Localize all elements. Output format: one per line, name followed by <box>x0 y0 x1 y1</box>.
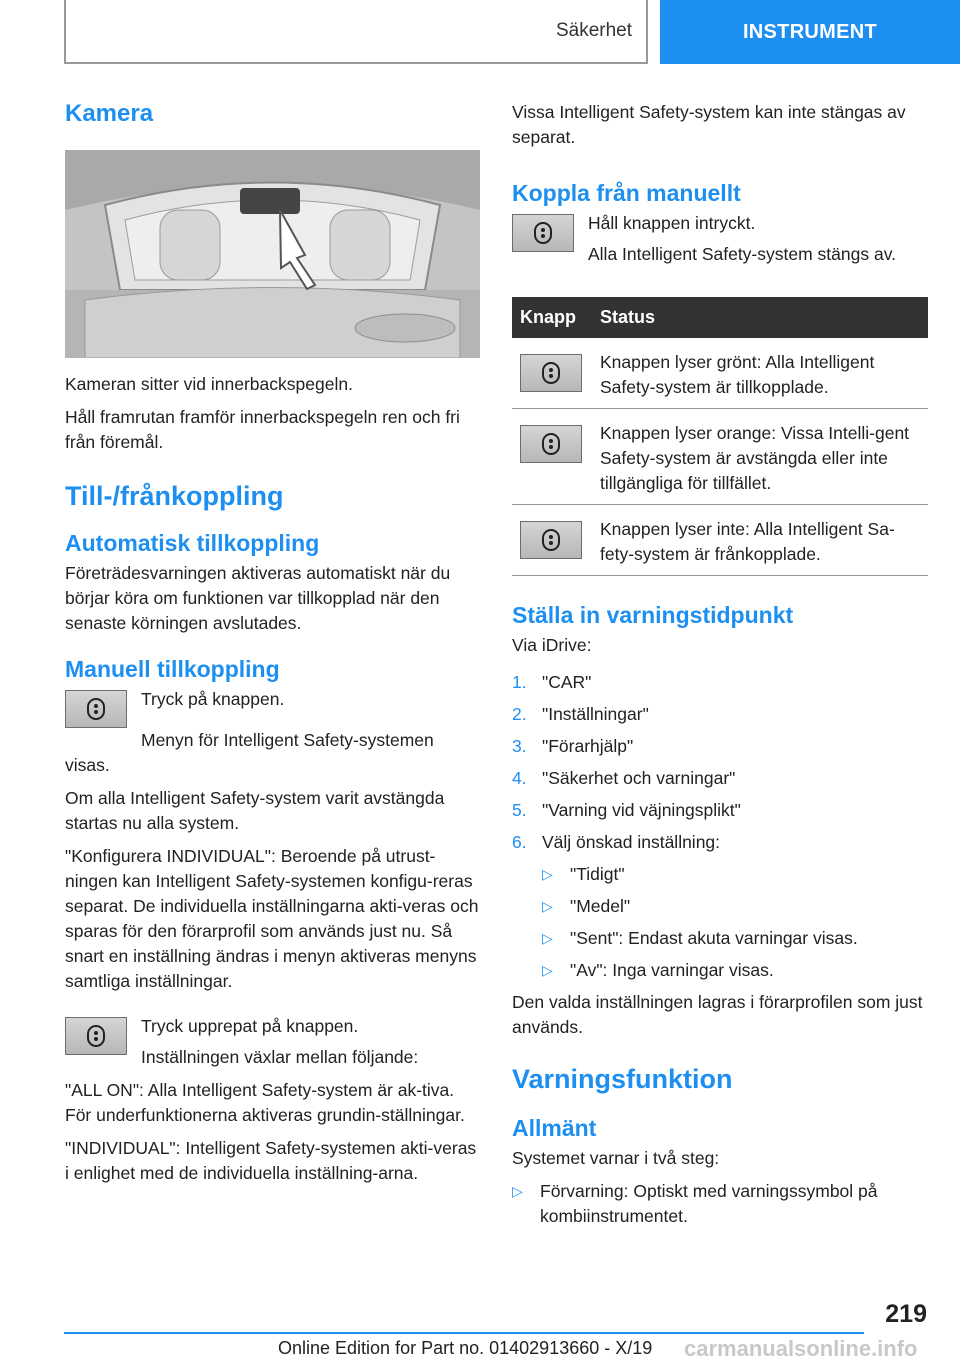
allmant-text: Systemet varnar i två steg: <box>512 1148 720 1168</box>
auto-heading: Automatisk tillkoppling <box>65 530 320 556</box>
saved-text: Den valda inställningen lagras i förarprofilen som just används. <box>512 992 923 1037</box>
col-status: Status <box>592 297 928 338</box>
left-column <box>65 100 480 1194</box>
manuell-text-3: Om alla Intelligent Safety-system varit avstängda startas nu alla system. <box>65 788 445 833</box>
manuell-text-2: Menyn för Intelligent Safety-systemen visas. <box>65 730 434 775</box>
via-text: Via iDrive: <box>512 635 592 655</box>
koppla-button-row <box>512 211 928 275</box>
koppla-text-2: Alla Intelligent Safety-system stängs av. <box>588 244 897 264</box>
list-item: ▷ "Medel" <box>542 894 928 919</box>
kamera-text-2: Håll framrutan framför innerbackspegeln ren och fri från föremål. <box>65 407 460 452</box>
status-text: Knappen lyser inte: Alla Intelligent Sa-fety-system är frånkopplade. <box>592 505 928 576</box>
intelligent-safety-button-icon <box>65 690 127 728</box>
list-item: 1. "CAR" <box>512 672 592 692</box>
triangle-bullet-icon: ▷ <box>512 1183 523 1199</box>
kamera-text-1: Kameran sitter vid innerbackspegeln. <box>65 374 353 394</box>
auto-text: Företrädesvarningen aktiveras automatiskt när du börjar köra om funktionen var tillkopplad när den senaste körningen avslutades. <box>65 563 451 633</box>
table-row <box>512 505 928 576</box>
footer-edition: Online Edition for Part no. 01402913660 - X/19 <box>278 1338 653 1358</box>
list-item: ▷ "Sent": Endast akuta varningar visas. <box>542 926 928 951</box>
allmant-heading: Allmänt <box>512 1115 597 1141</box>
warn-list <box>512 1179 928 1229</box>
intelligent-safety-button-icon <box>65 1017 127 1055</box>
triangle-bullet-icon: ▷ <box>542 962 553 978</box>
right-column <box>512 100 928 1229</box>
triangle-bullet-icon: ▷ <box>542 898 553 914</box>
intelligent-safety-button-icon <box>520 354 582 392</box>
intelligent-safety-button-icon <box>520 521 582 559</box>
manuell-text-1: Tryck på knappen. <box>141 689 285 709</box>
header-chapter <box>660 0 960 64</box>
header-section-title: Säkerhet <box>555 20 632 41</box>
list-item: 3. "Förarhjälp" <box>512 736 634 756</box>
koppla-text-1: Håll knappen intryckt. <box>588 213 756 233</box>
manuell-text-4: "Konfigurera INDIVIDUAL": Beroende på utrust-ningen kan Intelligent Safety-systemen konfigu-reras separat. De individuella inställningarna akti-veras och sparas för den förarprofil som används just nu. Så snart en inställning ändras i menyn aktiveras menyns samtliga inställningar. <box>65 846 479 991</box>
status-table <box>512 297 928 576</box>
steps-list <box>512 670 928 855</box>
car-interior-illustration <box>65 150 480 358</box>
watermark: carmanualsonline.info <box>684 1336 918 1361</box>
manuell-button-row <box>65 687 480 728</box>
table-row <box>512 409 928 505</box>
list-item: 6. Välj önskad inställning: <box>512 832 721 852</box>
status-text: Knappen lyser grönt: Alla Intelligent Safety-system är tillkopplade. <box>592 338 928 409</box>
individual-text: "INDIVIDUAL": Intelligent Safety-systemen akti-veras i enlighet med de individuella inställning-arna. <box>65 1138 477 1183</box>
list-item: ▷ Förvarning: Optiskt med varningssymbol på kombiinstrumentet. <box>512 1179 928 1229</box>
intro-text: Vissa Intelligent Safety-system kan inte stängas av separat. <box>512 102 906 147</box>
options-list <box>512 862 928 983</box>
manuell-heading: Manuell tillkoppling <box>65 656 280 682</box>
repeat-button-row <box>65 1014 480 1078</box>
list-item: 2. "Inställningar" <box>512 704 649 724</box>
status-text: Knappen lyser orange: Vissa Intelli-gent Safety-system är avstängda eller inte tillgängliga för tillfället. <box>592 409 928 505</box>
list-item: ▷ "Tidigt" <box>542 862 928 887</box>
footer-divider <box>64 1332 864 1334</box>
triangle-bullet-icon: ▷ <box>542 866 553 882</box>
allon-text: "ALL ON": Alla Intelligent Safety-system är ak-tiva. För underfunktionerna aktiveras grundin-ställningar. <box>65 1080 465 1125</box>
header-section <box>64 0 648 64</box>
intelligent-safety-button-icon <box>512 214 574 252</box>
camera-photo <box>65 150 480 358</box>
koppla-heading: Koppla från manuellt <box>512 180 741 206</box>
list-item: ▷ "Av": Inga varningar visas. <box>542 958 928 983</box>
repeat-text-2: Inställningen växlar mellan följande: <box>141 1047 419 1067</box>
kamera-heading: Kamera <box>65 100 154 127</box>
intelligent-safety-button-icon <box>520 425 582 463</box>
stalla-heading: Ställa in varningstidpunkt <box>512 602 794 628</box>
col-knapp: Knapp <box>512 297 592 338</box>
header-chapter-title: INSTRUMENT <box>742 20 878 43</box>
repeat-text-1: Tryck upprepat på knappen. <box>141 1016 359 1036</box>
list-item: 5. "Varning vid väjningsplikt" <box>512 800 741 820</box>
page-number: 219 <box>885 1300 927 1328</box>
status-table-header <box>512 297 928 338</box>
list-item: 4. "Säkerhet och varningar" <box>512 768 736 788</box>
table-row <box>512 338 928 409</box>
triangle-bullet-icon: ▷ <box>542 930 553 946</box>
varning-heading: Varningsfunktion <box>512 1064 733 1094</box>
till-heading: Till-/frånkoppling <box>65 481 284 511</box>
